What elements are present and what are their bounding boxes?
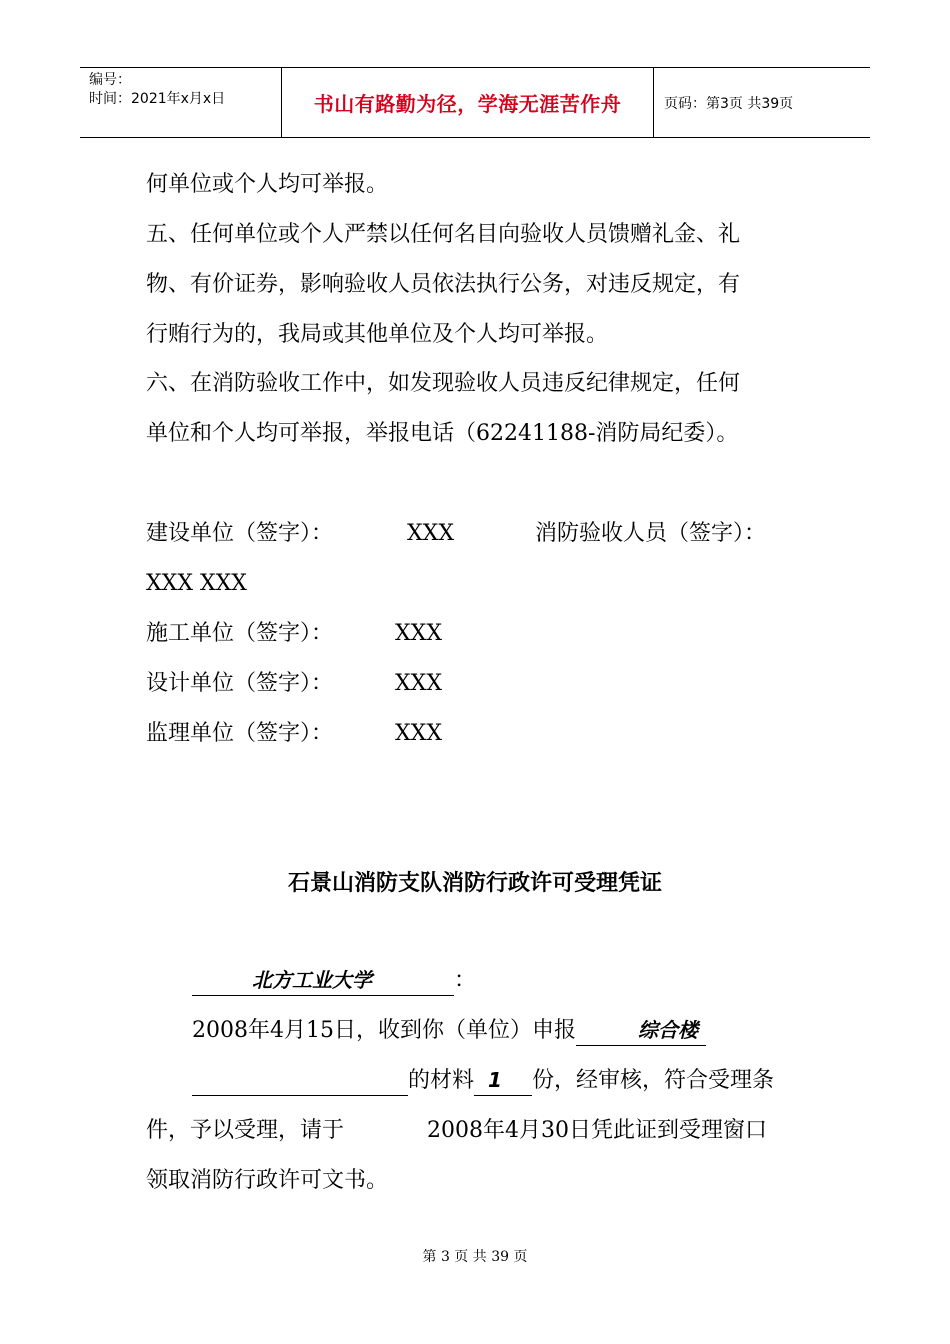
construction-unit-label: 建设单位（签字）：	[146, 521, 334, 546]
voucher-line-3-prefix: 件，予以受理，请于	[146, 1118, 345, 1143]
recipient-blank	[192, 969, 454, 996]
recipient-line	[192, 966, 476, 996]
supervision-unit-signature: XXX	[395, 721, 442, 746]
voucher-received-text: 2008年4月15日，收到你（单位）申报	[192, 1018, 576, 1043]
construction-unit-signature: XXX	[407, 521, 454, 546]
body-line-3: 物、有价证券，影响验收人员依法执行公务，对违反规定，有	[146, 272, 741, 297]
recipient-colon: ：	[454, 968, 477, 993]
copies-count: 1	[488, 1068, 502, 1092]
body-line-5: 六、在消防验收工作中，如发现验收人员违反纪律规定，任何	[146, 371, 741, 396]
voucher-line-2	[192, 1066, 774, 1096]
voucher-line-3-date: 2008年4月30日凭此证到受理窗口	[427, 1118, 767, 1143]
design-unit-label: 设计单位（签字）：	[146, 671, 334, 696]
copies-blank	[474, 1069, 532, 1096]
materials-text: 的材料	[408, 1068, 475, 1093]
header-motto: 书山有路勤为径，学海无涯苦作舟	[282, 68, 654, 137]
voucher-title: 石景山消防支队消防行政许可受理凭证	[287, 871, 662, 896]
project-name: 综合楼	[637, 1018, 698, 1042]
design-unit-signature: XXX	[395, 671, 442, 696]
page-header	[80, 67, 870, 138]
project-blank-continued	[192, 1069, 408, 1096]
body-line-1: 何单位或个人均可举报。	[146, 172, 389, 197]
inspector-label: 消防验收人员（签字）：	[535, 521, 767, 546]
header-time: 时间：2021年x月x日	[89, 91, 226, 107]
voucher-line-1	[192, 1016, 706, 1046]
recipient-name: 北方工业大学	[252, 968, 372, 992]
supervision-unit-label: 监理单位（签字）：	[146, 721, 334, 746]
inspector-signature: XXX XXX	[146, 571, 247, 596]
builder-unit-signature: XXX	[395, 621, 442, 646]
body-line-4: 行贿行为的，我局或其他单位及个人均可举报。	[146, 322, 609, 347]
project-blank	[576, 1019, 706, 1046]
body-line-6: 单位和个人均可举报，举报电话（62241188-消防局纪委）。	[146, 421, 739, 446]
header-code: 编号：	[89, 72, 131, 88]
page-footer: 第 3 页 共 39 页	[422, 1249, 528, 1265]
review-text: 份，经审核，符合受理条	[532, 1068, 775, 1093]
header-meta	[80, 68, 282, 137]
voucher-line-4: 领取消防行政许可文书。	[146, 1168, 389, 1193]
header-page: 页码：第3页 共39页	[664, 95, 794, 112]
body-line-2: 五、任何单位或个人严禁以任何名目向验收人员馈赠礼金、礼	[146, 222, 741, 247]
builder-unit-label: 施工单位（签字）：	[146, 621, 334, 646]
